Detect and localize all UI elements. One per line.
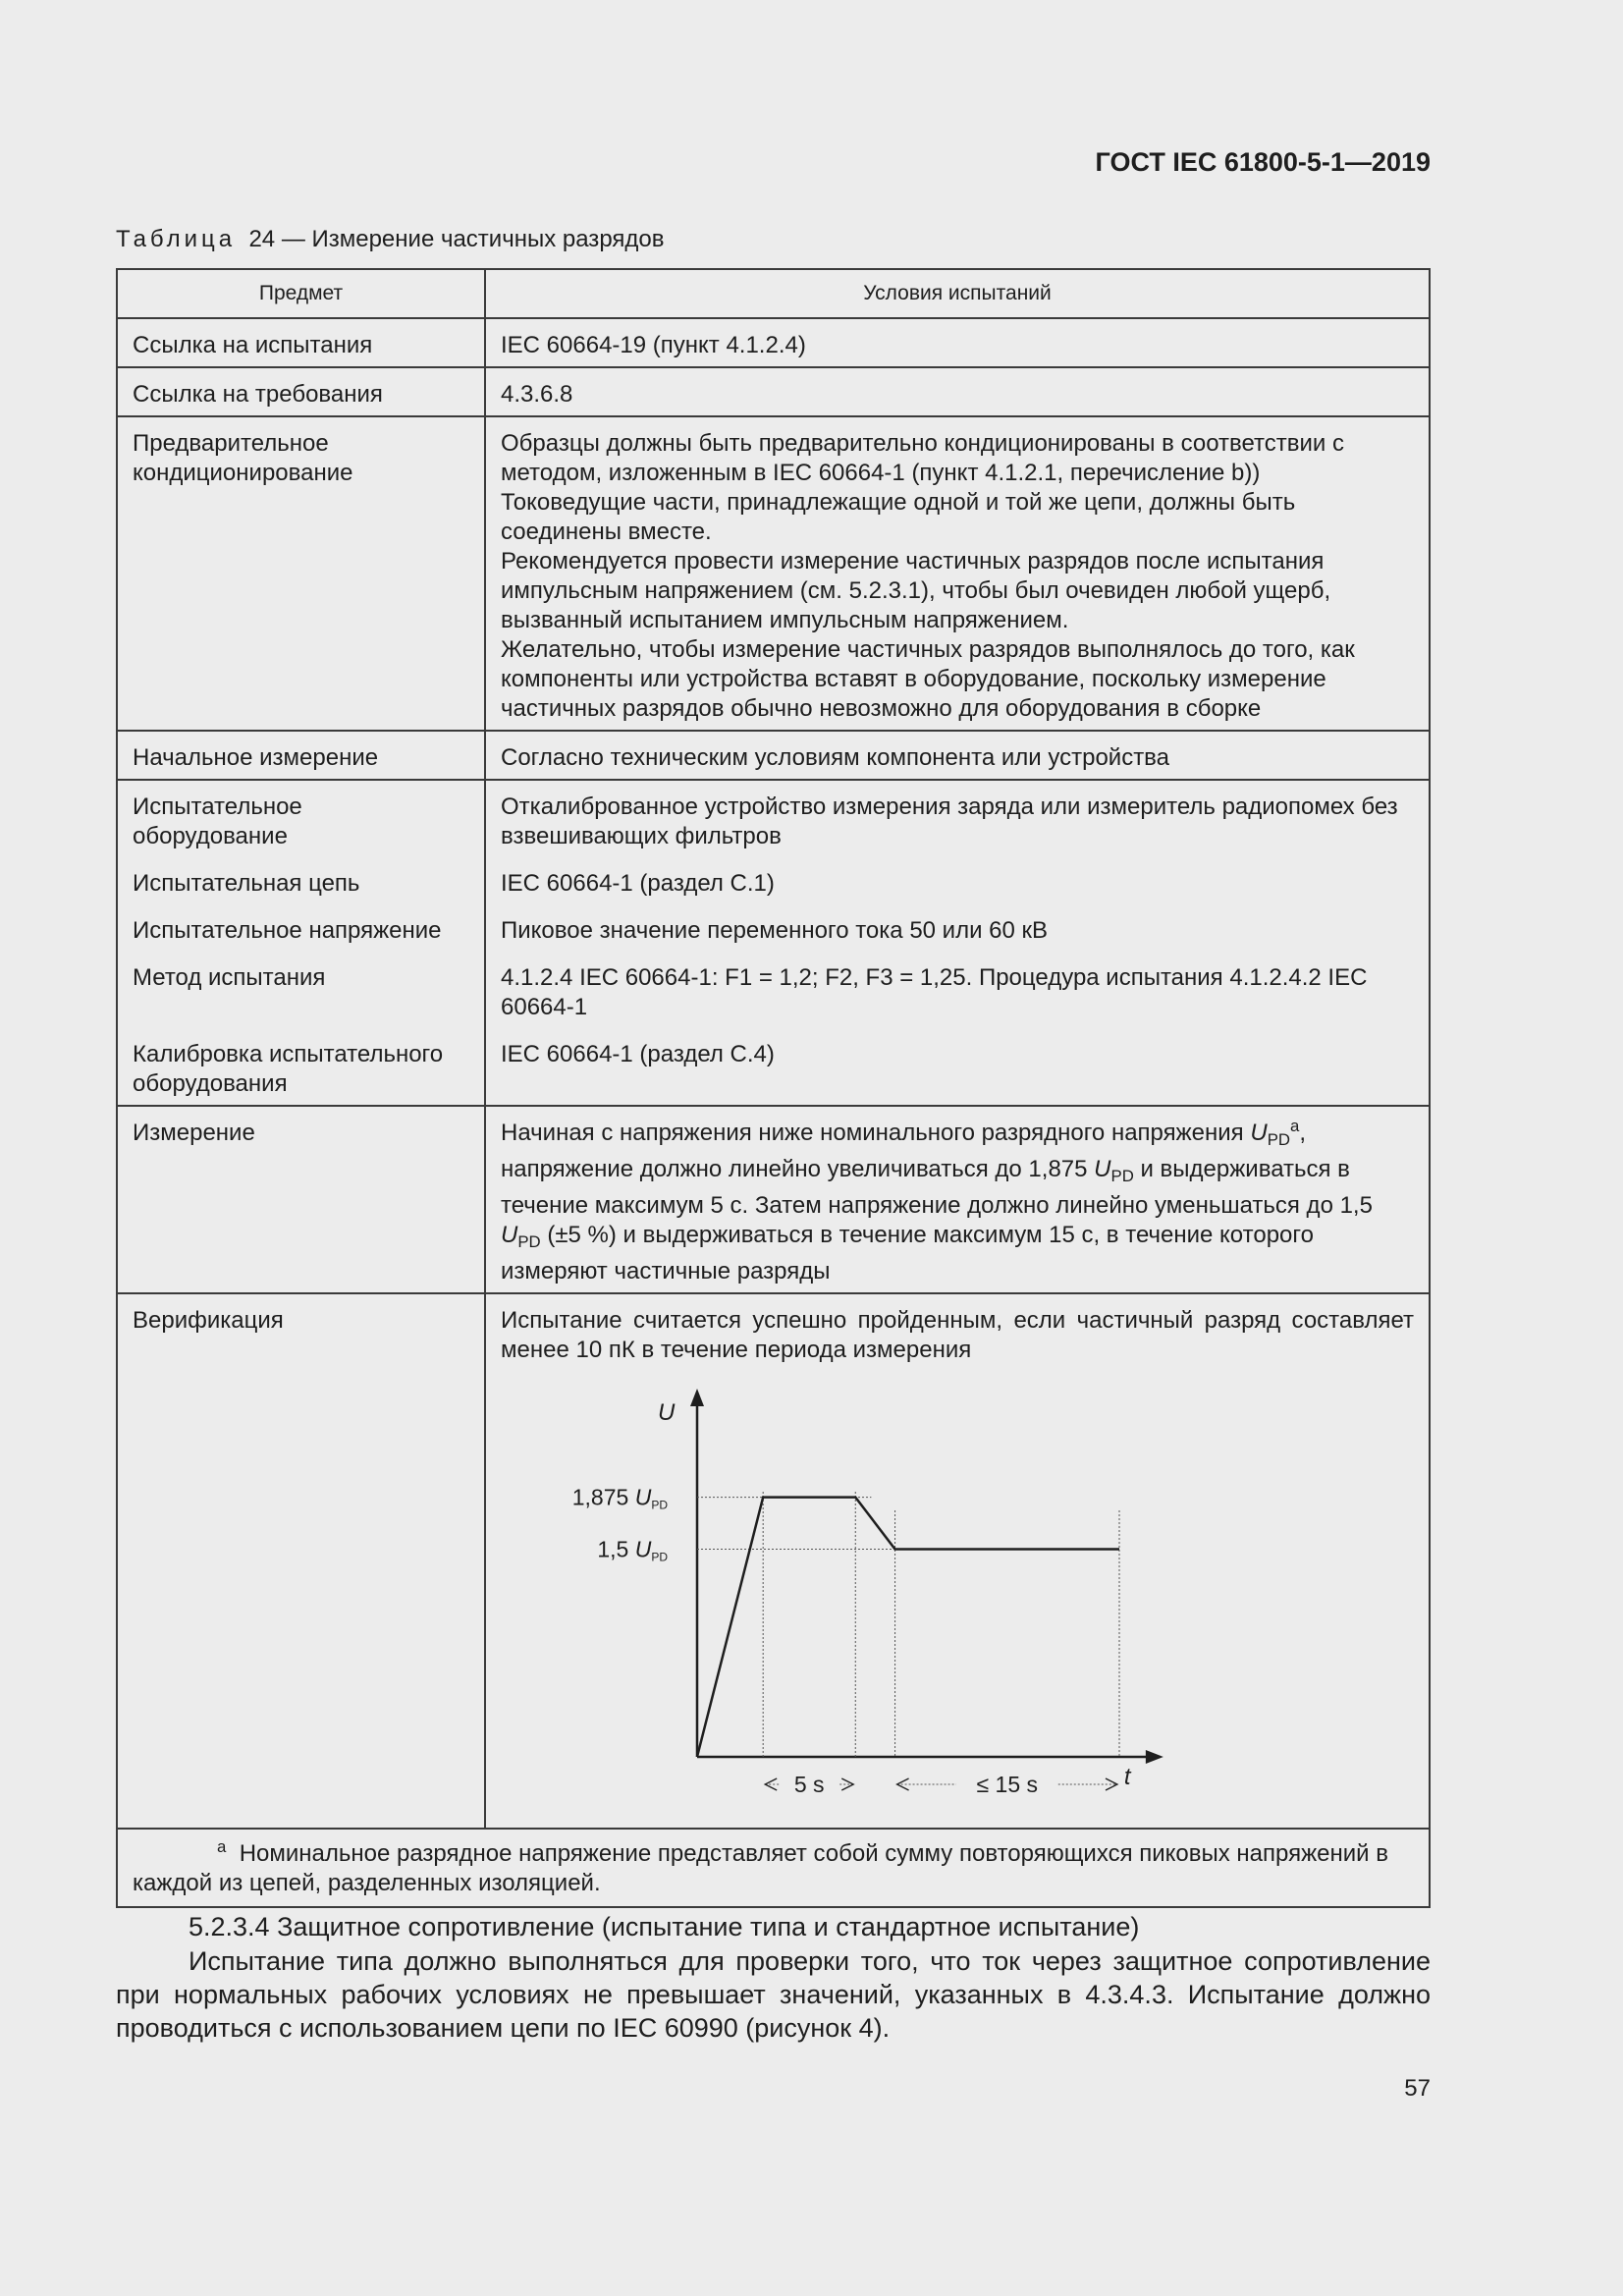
level-label: 1,875 UPD: [571, 1484, 668, 1512]
row-value: [485, 1293, 1430, 1829]
table-row: [117, 857, 1430, 904]
precond-label: Предварительное кондиционирование: [133, 430, 353, 486]
table-row: [117, 952, 1430, 1028]
verification-text: Испытание считается успешно пройденным, если частичный разряд составляет менее 10 пК в течение периода измерения: [501, 1307, 1414, 1363]
table-row: [117, 731, 1430, 780]
pd-subscript: PD: [1267, 1130, 1290, 1149]
measurement-text-1: Начиная с напряжения ниже номинального разрядного напряжения: [501, 1120, 1251, 1146]
row-label: Испытательное напряжение: [117, 904, 485, 952]
voltage-profile-line: [697, 1498, 1119, 1757]
measurement-text-2: , напряжение должно линейно увеличиваться до 1,875: [501, 1120, 1307, 1182]
row-label: [117, 416, 485, 731]
row-value: IEC 60664-1 (раздел С.4): [485, 1028, 1430, 1106]
x-axis-label: t: [1123, 1764, 1131, 1790]
row-label: [117, 1028, 485, 1106]
row-value: [485, 416, 1430, 731]
footnote-ref: a: [1290, 1117, 1300, 1135]
table-row: [117, 1293, 1430, 1829]
row-label: [117, 780, 485, 857]
table-row: [117, 780, 1430, 857]
col-header-subject: Предмет: [117, 269, 485, 318]
x-axis-arrow: [1146, 1750, 1163, 1764]
row-label: Метод испытания: [117, 952, 485, 1028]
table-row: [117, 416, 1430, 731]
table-caption: [116, 226, 665, 253]
row-label: Ссылка на испытания: [117, 318, 485, 367]
pd-subscript: PD: [517, 1232, 541, 1251]
row-label: Измерение: [117, 1106, 485, 1293]
table-row: [117, 1028, 1430, 1106]
u-symbol: U: [1094, 1156, 1111, 1182]
precond-paragraph-3: Рекомендуется провести измерение частичных разрядов после испытания импульсным напряжением (см. 5.2.3.1), чтобы был очевиден любой ущерб, вызванный испытанием импульсным напряжением.: [501, 548, 1331, 633]
footnote-mark: a: [217, 1837, 227, 1856]
interval-arrow-right: [1106, 1778, 1117, 1790]
table-footnote-row: [117, 1829, 1430, 1907]
row-label: Испытательная цепь: [117, 857, 485, 904]
y-axis-label: U: [658, 1399, 676, 1426]
row-label: Начальное измерение: [117, 731, 485, 780]
table-row: [117, 318, 1430, 367]
precond-paragraph-1: Образцы должны быть предварительно кондиционированы в соответствии с методом, изложенным в IEC 60664-1 (пункт 4.1.2.1, перечисление b)): [501, 430, 1344, 486]
footnote: [117, 1829, 1430, 1907]
equipment-label: Испытательное оборудование: [133, 793, 302, 849]
pd-subscript: PD: [1110, 1167, 1134, 1185]
table-header-row: [117, 269, 1430, 318]
row-value: Согласно техническим условиям компонента или устройства: [485, 731, 1430, 780]
table-row: [117, 367, 1430, 416]
partial-discharge-table: [116, 268, 1431, 1908]
footnote-text: Номинальное разрядное напряжение представляет собой сумму повторяющихся пиковых напряжений в каждой из цепей, разделенных изоляцией.: [133, 1840, 1388, 1896]
precond-paragraph-4: Желательно, чтобы измерение частичных разрядов выполнялось до того, как компоненты или устройства вставят в оборудование, поскольку измерение частичных разрядов обычно невозможно для оборудования в сборке: [501, 636, 1355, 722]
row-value: Пиковое значение переменного тока 50 или 60 кВ: [485, 904, 1430, 952]
section-heading: 5.2.3.4 Защитное сопротивление (испытание типа и стандартное испытание): [189, 1912, 1140, 1941]
row-label: Ссылка на требования: [117, 367, 485, 416]
level-label: 1,5 UPD: [597, 1536, 668, 1564]
row-value: IEC 60664-19 (пункт 4.1.2.4): [485, 318, 1430, 367]
table-caption-title: 24 — Измерение частичных разрядов: [248, 226, 665, 252]
calibration-label: Калибровка испытательного оборудования: [133, 1041, 444, 1097]
u-symbol: U: [1250, 1120, 1268, 1146]
row-label: Верификация: [117, 1293, 485, 1829]
measurement-text-3: и выдерживаться в течение максимум 5 с. Затем напряжение должно линейно уменьшаться до 1,5: [501, 1156, 1373, 1219]
section-body: Испытание типа должно выполняться для проверки того, что ток через защитное сопротивление при нормальных рабочих условиях не превышает значений, указанных в 4.3.4.3. Испытание должно проводиться с использованием цепи по IEC 60990 (рисунок 4).: [116, 1946, 1431, 2043]
measurement-text-4: (±5 %) и выдерживаться в течение максимум 15 с, в течение которого измеряют частичные разряды: [501, 1222, 1314, 1285]
y-axis-arrow: [690, 1389, 704, 1406]
row-value: Откалиброванное устройство измерения заряда или измеритель радиопомех без взвешивающих фильтров: [485, 780, 1430, 857]
row-value: 4.3.6.8: [485, 367, 1430, 416]
interval-label: ≤ 15 s: [976, 1772, 1039, 1797]
voltage-profile-chart: [501, 1389, 1384, 1816]
page-number: 57: [1404, 2075, 1431, 2102]
table-row: [117, 1106, 1430, 1293]
table-row: [117, 904, 1430, 952]
col-header-conditions: Условия испытаний: [485, 269, 1430, 318]
document-id: ГОСТ IEC 61800-5-1—2019: [1095, 147, 1431, 177]
u-symbol: U: [501, 1222, 518, 1248]
table-caption-word: Таблица: [116, 226, 237, 252]
precond-paragraph-2: Токоведущие части, принадлежащие одной и той же цепи, должны быть соединены вместе.: [501, 489, 1296, 545]
interval-label: 5 s: [793, 1772, 825, 1797]
row-value: [485, 1106, 1430, 1293]
row-value: IEC 60664-1 (раздел С.1): [485, 857, 1430, 904]
row-value: 4.1.2.4 IEC 60664-1: F1 = 1,2; F2, F3 = 1,25. Процедура испытания 4.1.2.4.2 IEC 60664-1: [485, 952, 1430, 1028]
